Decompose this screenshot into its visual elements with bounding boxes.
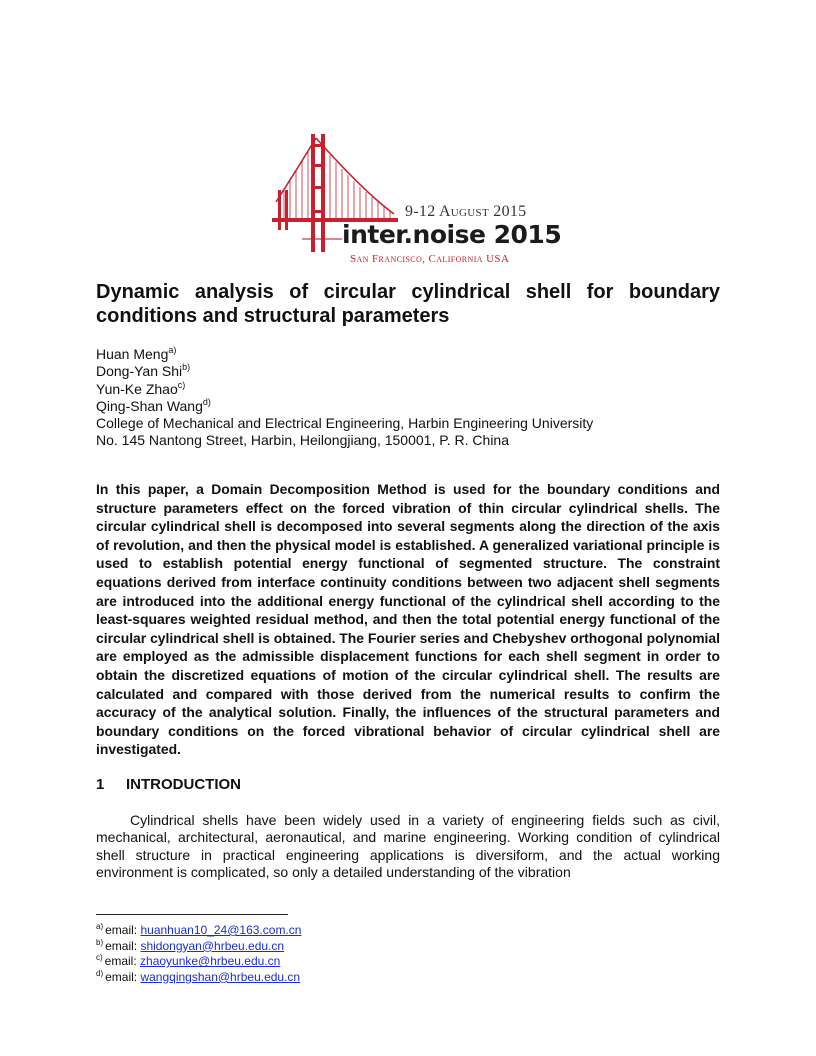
author-footnote-mark: b)	[182, 362, 191, 373]
paper-title	[96, 280, 720, 328]
paper-title-line-2: conditions and structural parameters	[96, 305, 450, 327]
conference-name	[342, 220, 561, 249]
author: Qing-Shan Wang$^{d)}$	[96, 396, 211, 414]
footnote-divider	[96, 914, 288, 915]
footnote: $^{d)}$ email: wangqingshan@hrbeu.edu.cn	[96, 968, 301, 984]
section-number: 1	[96, 776, 105, 793]
section-heading	[96, 776, 241, 793]
golden-gate-bridge-icon	[272, 130, 548, 270]
abstract: In this paper, a Domain Decomposition Method is used for the boundary conditions and structure parameters effect on the forced vibration of thin circular cylindrical shells. The circular cylindrical shell is decomposed into several segments along the direction of the axis of revolution, and then the physical model is established. A generalized variational principle is used to establish potential energy functional of segmented structure. The constraint equations derived from interface continuity conditions between two adjacent shell segments are introduced into the additional energy functional of the cylindrical shell according to the least-squares weighted residual method, and then the total potential energy functional of the circular cylindrical shell is obtained. The Fourier series and Chebyshev orthogonal polynomial are employed as the admissible displacement functions for each shell segment in order to obtain the discretized equations of motion of the circular cylindrical shell. The results are calculated and compared with those derived from the numerical results to confirm the accuracy of the analytical solution. Finally, the influences of the structural parameters and boundary conditions on the forced vibrational behavior of circular cylindrical shell are investigated.	[96, 481, 720, 758]
footnote: $^{a)}$ email: huanhuan10_24@163.com.cn	[96, 922, 302, 937]
author: Dong-Yan Shi$^{b)}$	[96, 362, 191, 380]
paper-title-line-1: Dynamic analysis of circular cylindrical shell for boundary	[96, 281, 720, 303]
author-footnote-mark: a)	[168, 345, 177, 355]
conference-name-text: inter.noise	[342, 220, 486, 249]
conference-logo	[272, 130, 562, 270]
conference-year: 2015	[493, 220, 562, 249]
email-link[interactable]: huanhuan10_24@163.com.cn	[140, 923, 302, 937]
address: No. 145 Nantong Street, Harbin, Heilongjiang, 150001, P. R. China	[96, 432, 510, 449]
author: Yun-Ke Zhao$^{c)}$	[96, 379, 186, 397]
author-footnote-mark: c)	[177, 379, 186, 390]
section-title: INTRODUCTION	[126, 776, 241, 793]
footnote: $^{c)}$ email: zhaoyunke@hrbeu.edu.cn	[96, 953, 281, 969]
author: Huan Meng$^{a)}$	[96, 345, 177, 362]
author-block	[96, 346, 736, 450]
conference-date: 9-12 August 2015	[405, 203, 527, 220]
email-link[interactable]: zhaoyunke@hrbeu.edu.cn	[140, 954, 281, 969]
footnotes	[96, 923, 301, 985]
affiliation: College of Mechanical and Electrical Engineering, Harbin Engineering University	[96, 415, 594, 432]
email-link[interactable]: shidongyan@hrbeu.edu.cn	[140, 938, 285, 953]
email-link[interactable]: wangqingshan@hrbeu.edu.cn	[140, 969, 301, 984]
conference-location: San Francisco, California USA	[350, 253, 510, 265]
footnote: $^{b)}$ email: shidongyan@hrbeu.edu.cn	[96, 937, 285, 953]
intro-paragraph: Cylindrical shells have been widely used in a variety of engineering fields such as civil, mechanical, architectural, aeronautical, and marine engineering. Working condition of cylindrical shell structure in practical engineering applications is diversiform, and the actual working environment is complicated, so only a detailed understanding of the vibration	[96, 812, 720, 880]
author-footnote-mark: d)	[202, 396, 211, 407]
